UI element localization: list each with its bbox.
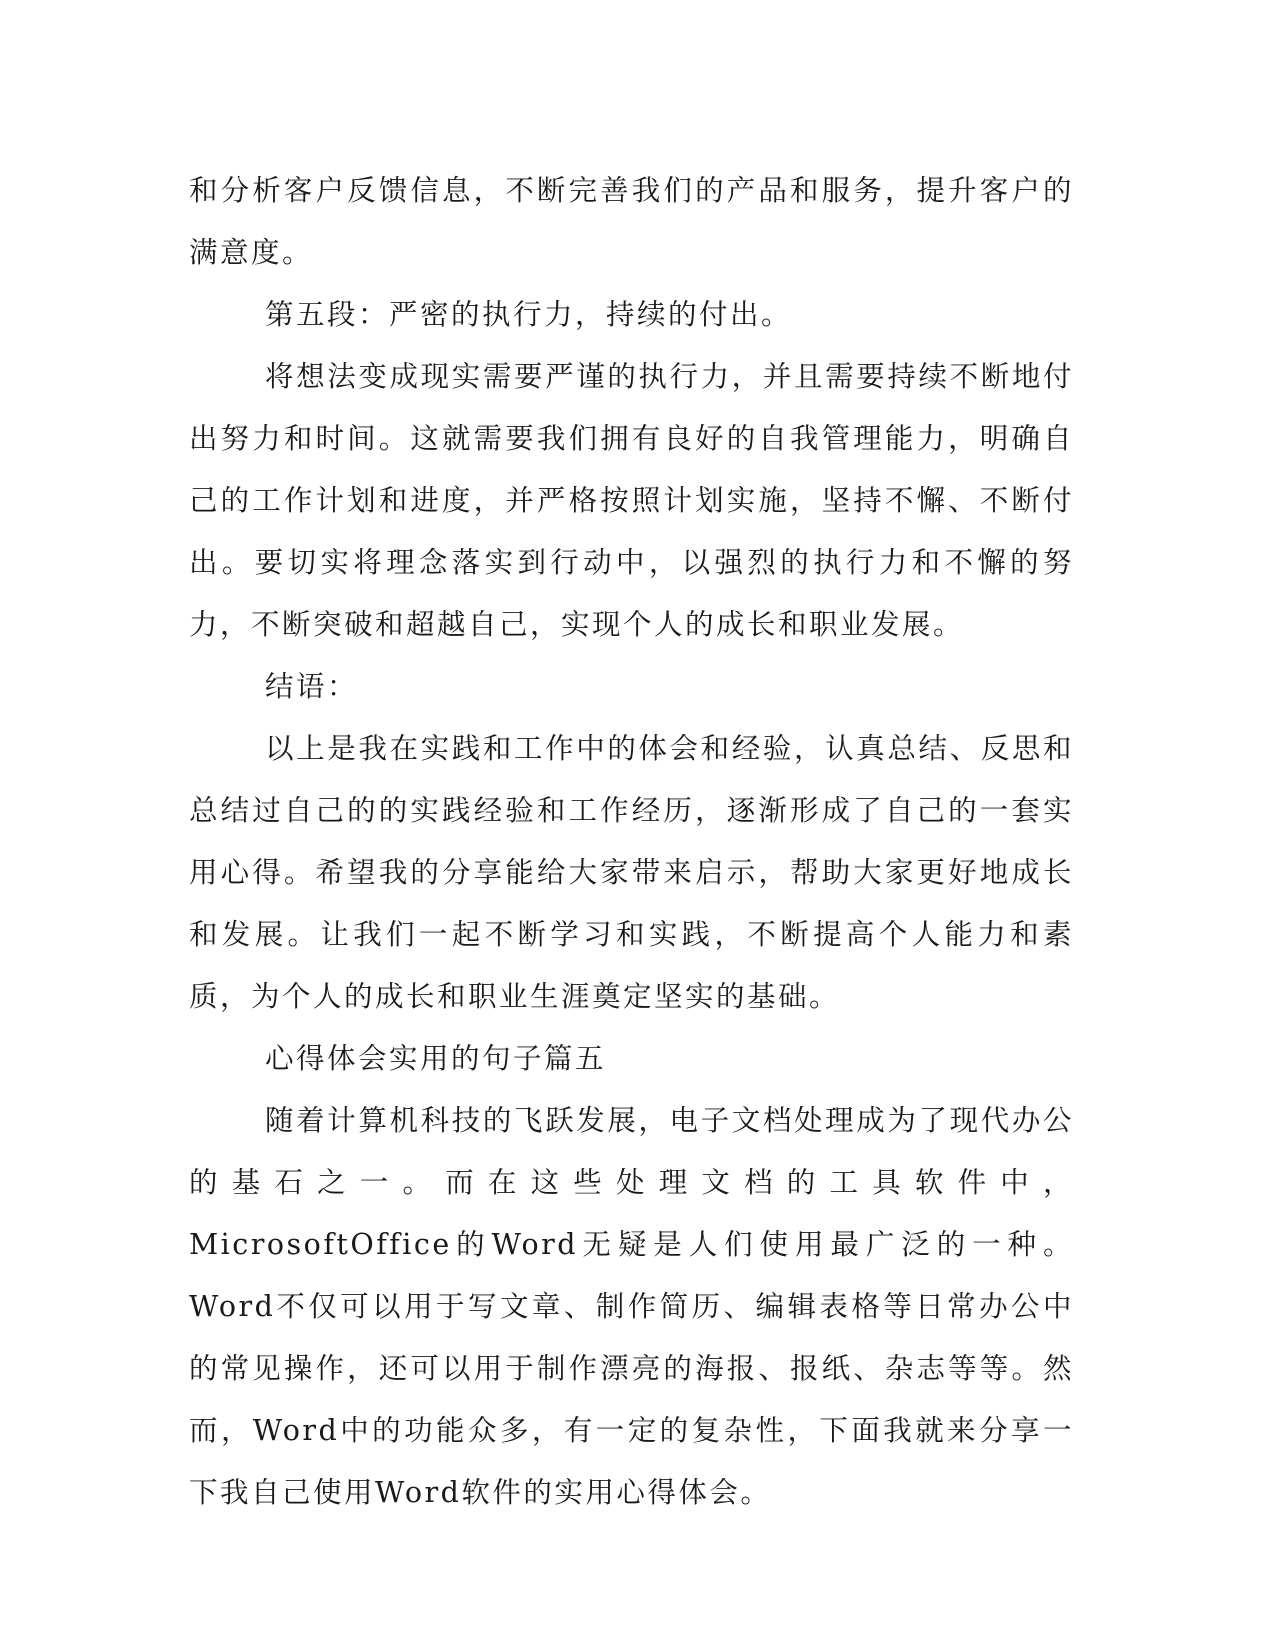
paragraph-execution: 将想法变成现实需要严谨的执行力，并且需要持续不断地付出努力和时间。这就需要我们拥有良好的自我管理能力，明确自己的工作计划和进度，并严格按照计划实施，坚持不懈、不断付出。要切实将理念落实到行动中，以强烈的执行力和不懈的努力，不断突破和超越自己，实现个人的成长和职业发展。	[189, 360, 1074, 641]
paragraph-continuation: 和分析客户反馈信息，不断完善我们的产品和服务，提升客户的满意度。	[189, 174, 1074, 269]
document-body	[189, 160, 1074, 1524]
article-heading-part-five: 心得体会实用的句子篇五	[265, 1042, 607, 1075]
section-heading-conclusion: 结语：	[265, 670, 359, 703]
section-heading-paragraph-five: 第五段：严密的执行力，持续的付出。	[265, 298, 793, 331]
paragraph-conclusion: 以上是我在实践和工作中的体会和经验，认真总结、反思和总结过自己的的实践经验和工作经历，逐渐形成了自己的一套实用心得。希望我的分享能给大家带来启示，帮助大家更好地成长和发展。让我们一起不断学习和实践，不断提高个人能力和素质，为个人的成长和职业生涯奠定坚实的基础。	[189, 732, 1074, 1013]
paragraph-word-intro: 随着计算机科技的飞跃发展，电子文档处理成为了现代办公的基石之一。而在这些处理文档的工具软件中，MicrosoftOffice的Word无疑是人们使用最广泛的一种。Word不仅可以用于写文章、制作简历、编辑表格等日常办公中的常见操作，还可以用于制作漂亮的海报、报纸、杂志等等。然而，Word中的功能众多，有一定的复杂性，下面我就来分享一下我自己使用Word软件的实用心得体会。	[189, 1104, 1074, 1509]
